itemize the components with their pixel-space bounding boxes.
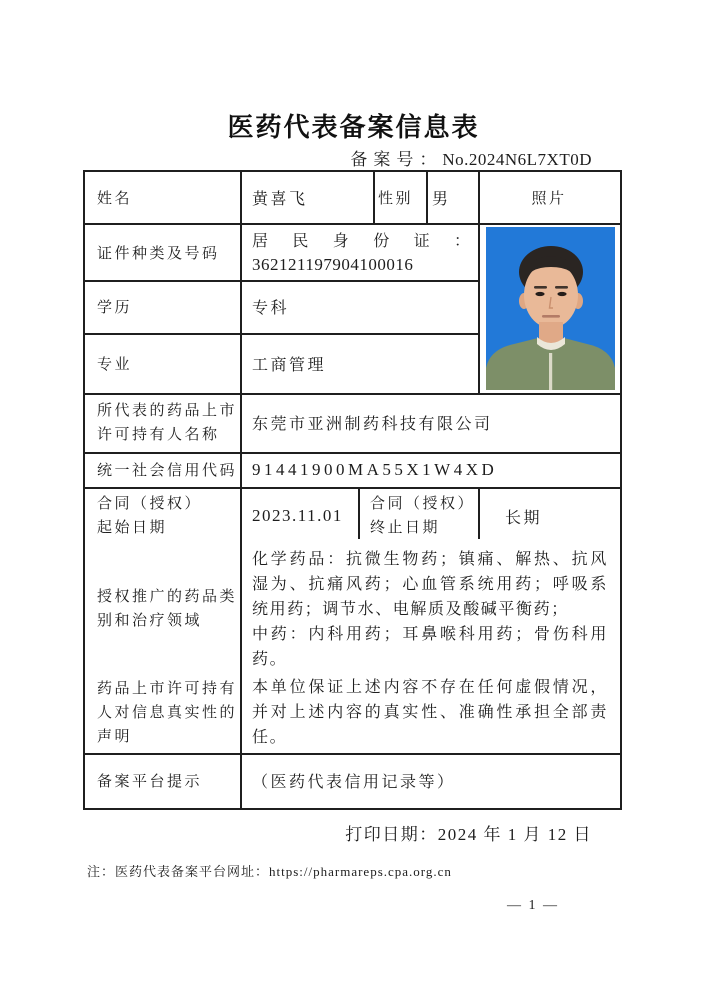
- name-label: 姓名: [97, 191, 133, 207]
- contract-start-label: [97, 487, 202, 545]
- contract-end-value: 长期: [505, 509, 543, 527]
- contract-end-label: [370, 487, 475, 545]
- declaration-label-line: 人对信息真实性的: [97, 704, 238, 721]
- declaration-label-line: 声明: [97, 728, 133, 745]
- education-label: 学历: [97, 300, 133, 316]
- holder-label-line: 所代表的药品上市: [97, 402, 238, 419]
- categories-value: [252, 547, 608, 672]
- eye-left: [535, 292, 544, 296]
- contract-start-value: 2023.11.01: [252, 506, 343, 525]
- filing-number-label: 备案号：: [350, 150, 443, 169]
- button-placket: [549, 353, 552, 390]
- categories-line: 湿为、抗痛风药；心血管系统用药；呼吸系: [252, 576, 608, 593]
- page-number: — 1 —: [507, 898, 559, 913]
- declaration-line: 本单位保证上述内容不存在任何虚假情况，: [252, 679, 608, 696]
- declaration-label-line: 药品上市许可持有: [97, 680, 238, 697]
- contract-start-label-line: 合同（授权）: [97, 496, 203, 512]
- categories-line: 统用药；调节水、电解质及酸碱平衡药；: [252, 601, 569, 618]
- id-photo: [486, 227, 615, 390]
- major-label: 专业: [97, 356, 133, 373]
- declaration-value: [252, 675, 608, 753]
- photo-label: 照片: [531, 191, 567, 207]
- education-value: 专科: [252, 300, 290, 317]
- gender-value: 男: [432, 191, 451, 208]
- categories-label: [97, 545, 237, 672]
- id-type: 居民身份证：: [252, 233, 470, 250]
- categories-line: 药。: [252, 651, 288, 668]
- id-number: 362121197904100016: [252, 255, 414, 274]
- eyebrow-right: [555, 286, 568, 289]
- eyebrow-left: [534, 286, 547, 289]
- categories-line: 中药：内科用药；耳鼻喉科用药；骨伤科用: [252, 626, 608, 643]
- column-divider: [478, 489, 480, 539]
- major-value: 工商管理: [252, 356, 327, 374]
- mouth: [542, 315, 560, 318]
- print-date: 打印日期：2024 年 1 月 12 日: [345, 825, 592, 844]
- platform-url-note: 注：医药代表备案平台网址：https://pharmareps.cpa.org.cn: [87, 864, 452, 879]
- id-value: [252, 230, 470, 276]
- column-divider: [358, 489, 360, 539]
- credit-code-value: 91441900MA55X1W4XD: [252, 459, 498, 479]
- holder-label-line: 许可持有人名称: [97, 426, 220, 443]
- column-divider: [240, 172, 242, 808]
- eye-right: [557, 292, 566, 296]
- id-label: 证件种类及号码: [97, 246, 220, 262]
- name-value: 黄喜飞: [252, 191, 308, 208]
- id-photo-illustration: [486, 227, 615, 390]
- contract-end-label-line: 终止日期: [370, 520, 441, 536]
- declaration-label: [97, 672, 237, 753]
- declaration-line: 任。: [252, 729, 288, 746]
- page-title: 医药代表备案信息表: [227, 112, 480, 142]
- column-divider: [373, 172, 375, 223]
- filing-number-value: No.2024N6L7XT0D: [442, 150, 592, 169]
- declaration-line: 并对上述内容的真实性、准确性承担全部责: [252, 704, 608, 721]
- categories-label-line: 授权推广的药品类: [97, 588, 238, 605]
- face: [524, 262, 578, 328]
- info-table: [83, 170, 622, 810]
- holder-value: 东莞市亚洲制药科技有限公司: [252, 416, 493, 433]
- platform-notice-label: 备案平台提示: [97, 774, 203, 790]
- contract-end-label-line: 合同（授权）: [370, 496, 476, 512]
- credit-code-label: 统一社会信用代码: [97, 463, 238, 479]
- platform-notice-value: （医药代表信用记录等）: [252, 774, 456, 791]
- categories-label-line: 别和治疗领域: [97, 612, 203, 629]
- gender-label: 性别: [378, 191, 414, 207]
- holder-label: [97, 393, 237, 452]
- column-divider: [426, 172, 428, 223]
- filing-number: [350, 145, 592, 170]
- categories-line: 化学药品：抗微生物药；镇痛、解热、抗风: [252, 551, 608, 568]
- contract-start-label-line: 起始日期: [97, 520, 168, 536]
